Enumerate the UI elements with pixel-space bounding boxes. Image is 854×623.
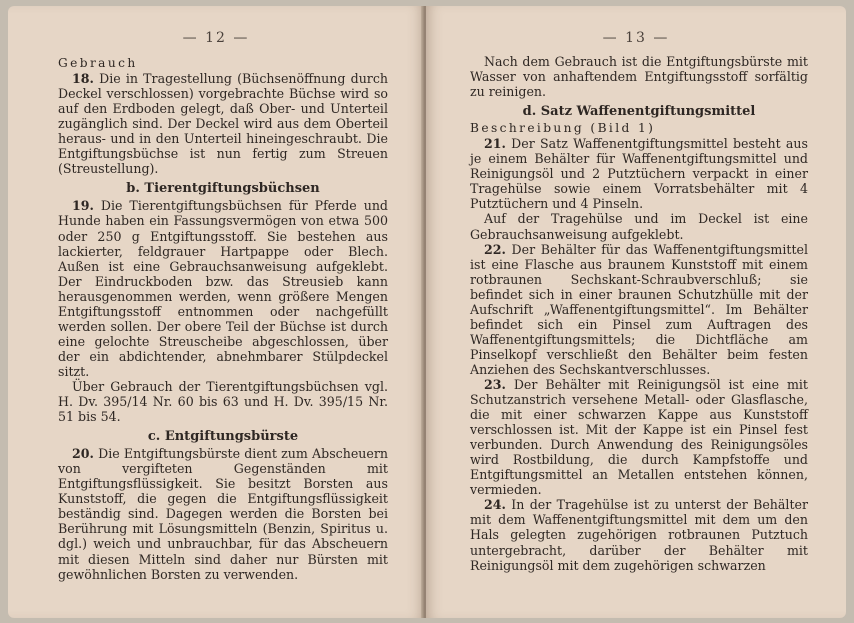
paragraph [470, 377, 808, 497]
paragraph [470, 136, 808, 211]
paragraph-text: In der Tragehülse ist zu unterst der Behälter mit dem Waffenentgiftungsmittel mit dem um den Hals gelegten zugehörigen rotbraunen Putztuch untergebracht, darüber der Behälter mit Reinigungsöl mit dem zugehörigen schwarzen [470, 497, 808, 573]
paragraph-number: 18. [72, 71, 94, 87]
paragraph [58, 71, 388, 176]
section-heading: c. Entgiftungsbürste [147, 429, 299, 445]
paragraph-text: Nach dem Gebrauch ist die Entgiftungsbürste mit Wasser von anhaftendem Entgiftungsstoff sorfältig zu reinigen. [470, 54, 808, 100]
paragraph-text: Die Tierentgiftungsbüchsen für Pferde und Hunde haben ein Fassungsvermögen von etwa 500 oder 250 g Entgiftungsstoff. Sie bestehen aus lackierter, feldgrauer Hartpappe oder Blech. Außen ist eine Gebrauchsanweisung aufgeklebt. Der Eindruckboden bzw. das Streusieb kann herausgenommen werden, wenn größere Mengen Entgiftungsstoff entnommen oder nachgefüllt werden sollen. Der obere Teil der Büchse ist durch eine gelochte Streuscheibe abgeschlossen, über der ein abdichtender, abnehmbarer Stülpdeckel sitzt. [58, 198, 388, 379]
paragraph [470, 497, 808, 572]
paragraph-text: Die in Tragestellung (Büchsenöffnung durch Deckel verschlossen) vorgebrachte Büchse wird so auf den Erdboden gelegt, daß Ober- und Unterteil zugänglich sind. Der Deckel wird aus dem Oberteil heraus- und in den Unterteil hineingeschraubt. Die Entgiftungsbüchse ist nun fertig zum Streuen (Streustellung). [58, 71, 388, 177]
paragraph-number: 22. [484, 241, 506, 257]
left-page-text [58, 56, 388, 582]
right-page [426, 6, 846, 618]
section-heading: b. Tierentgiftungsbüchsen [126, 181, 320, 197]
paragraph [58, 446, 388, 581]
paragraph-number: 23. [484, 376, 506, 392]
left-page [8, 6, 424, 618]
paragraph-number: 19. [72, 198, 94, 214]
paragraph-number: 20. [72, 446, 94, 462]
paragraph-text: Über Gebrauch der Tierentgiftungsbüchsen vgl. H. Dv. 395/14 Nr. 60 bis 63 und H. Dv. 395/15 Nr. 51 bis 54. [58, 378, 388, 425]
subsection-label: Beschreibung (Bild 1) [470, 121, 656, 136]
paragraph [58, 198, 388, 379]
paragraph-text: Die Entgiftungsbürste dient zum Abscheuern von vergifteten Gegenständen mit Entgiftungsflüssigkeit. Sie besitzt Borsten aus Kunststoff, die gegen die Entgiftungsflüssigkeit beständig sind. Dagegen werden die Borsten bei Berührung mit Lösungsmitteln (Benzin, Spiritus u. dgl.) weich und unbrauchbar, für das Abscheuern mit diesen Mitteln sind daher nur Bürsten mit gewöhnlichen Borsten zu verwenden. [58, 446, 388, 582]
paragraph-text: Auf der Tragehülse und im Deckel ist eine Gebrauchsanweisung aufgeklebt. [470, 211, 808, 242]
paragraph [470, 242, 808, 377]
paragraph-text: Der Behälter mit Reinigungsöl ist eine mit Schutzanstrich versehene Metall- oder Glasflasche, die mit einer schwarzen Kappe aus Kunststoff verschlossen ist. Mit der Kappe ist ein Pinsel fest verbunden. Durch Anwendung des Reinigungsöles wird Rostbildung, die durch Kampfstoffe und Entgiftungsmittel an Metallen entstehen können, vermieden. [470, 376, 808, 498]
page-number-right: — 13 — [602, 30, 670, 46]
paragraph-number: 24. [484, 497, 506, 513]
page-number-left: — 12 — [182, 30, 250, 46]
paragraph [58, 379, 388, 424]
paragraph-text: Der Satz Waffenentgiftungsmittel besteht aus je einem Behälter für Waffenentgiftungsmittel und Reinigungsöl und 2 Putztüchern verpackt in einer Tragehülse sowie einem Vorratsbehälter mit 4 Putztüchern und 4 Pinseln. [470, 136, 808, 212]
paragraph [470, 211, 808, 241]
paragraph-text: Der Behälter für das Waffenentgiftungsmittel ist eine Flasche aus braunem Kunststoff mit einem rotbraunen Sechskant-Schraubverschluß; sie befindet sich in einer braunen Schutzhülle mit der Aufschrift „Waffenentgiftungsmittel“. Im Behälter befindet sich ein Pinsel zum Auftragen des Waffenentgiftungsmittels; die Dichtfläche am Pinselkopf verschließt den Behälter beim festen Anziehen des Sechskantverschlusses. [470, 241, 808, 377]
right-page-text [470, 54, 808, 573]
subsection-label: Gebrauch [58, 56, 138, 70]
section-heading: d. Satz Waffenentgiftungsmittel [522, 104, 756, 120]
paragraph-number: 21. [484, 136, 506, 152]
paragraph [470, 54, 808, 99]
